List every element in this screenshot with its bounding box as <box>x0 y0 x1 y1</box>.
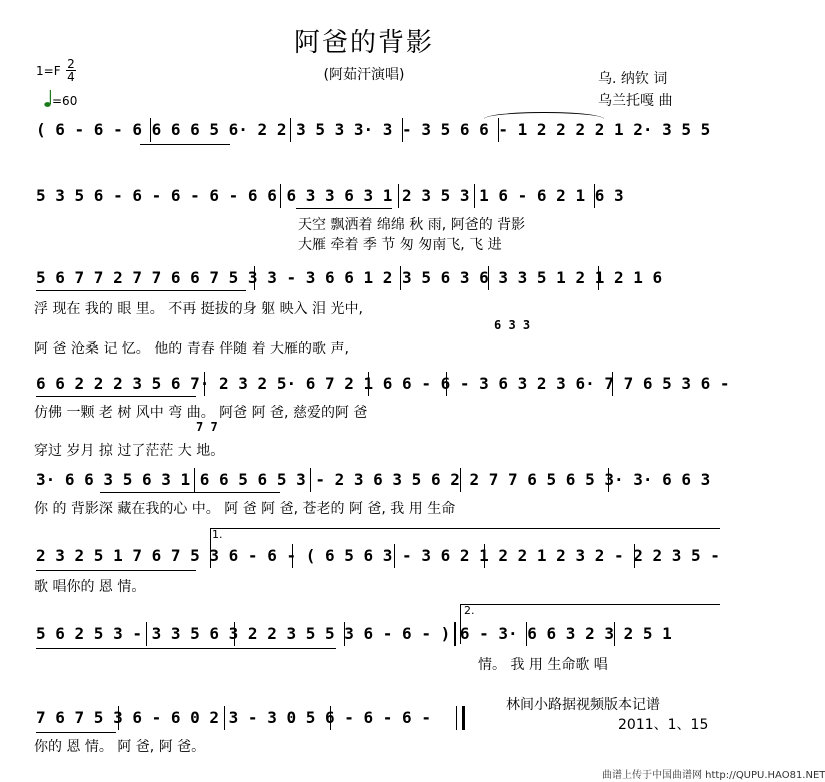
staff-7-barline <box>526 622 527 646</box>
staff-5-barline <box>194 468 195 492</box>
staff-7-barline <box>614 622 615 646</box>
staff-5-barline <box>310 468 311 492</box>
staff-6-lyrics-verse-1: 歌 唱你的 恩 情。 <box>34 579 146 595</box>
staff-1-barline <box>150 118 151 142</box>
staff-6-barline <box>292 544 293 568</box>
staff-1-beam <box>140 144 230 145</box>
staff-4-notes: 6 6 2 2 2 3 5 6 7· 2 3 2 5· 6 7 2 1 6 6 - 6 - 3 6 3 2 3 6· 7 7 6 5 3 6 - <box>36 374 730 393</box>
time-signature <box>66 58 76 83</box>
staff-6-beam <box>36 570 196 571</box>
staff-4-lyrics-verse-1: 仿佛 一颗 老 树 风中 弯 曲。 阿爸 阿 爸, 慈爱的阿 爸 <box>34 405 368 421</box>
time-signature-numerator: 2 <box>67 57 75 71</box>
staff-4-barline <box>368 372 369 396</box>
staff-6-notes: 2 3 2 5 1 7 6 7 5 3 6 - 6 - ( 6 5 6 3 - 3 6 2 1 2 2 1 2 3 2 - 2 2 3 5 - <box>36 546 720 565</box>
volta-1-bracket <box>210 528 720 529</box>
staff-8-barline <box>456 706 457 730</box>
staff-5-beam <box>100 492 280 493</box>
staff-3-barline <box>254 266 255 290</box>
staff-8-lyrics-verse-1: 你的 恩 情。 阿 爸, 阿 爸。 <box>34 739 206 755</box>
transcription-credit: 林间小路据视频版本记谱 <box>506 697 660 713</box>
staff-1-barline <box>498 118 499 142</box>
time-signature-denominator: 4 <box>67 70 75 84</box>
staff-7-beam <box>36 648 336 649</box>
staff-1-notes: ( 6 - 6 - 6 6 6 6 5 6· 2 2 3 5 3 3· 3 - 3 5 6 6 - 1 2 2 2 2 1 2· 3 5 5 <box>36 120 711 139</box>
staff-4-barline <box>446 372 447 396</box>
staff-3-lyrics-verse-2: 阿 爸 沧桑 记 忆。 他的 青春 伴随 着 大雁的歌 声, <box>34 341 349 357</box>
performer-subtitle: (阿茹汗演唱) <box>323 67 405 83</box>
staff-2-notes: 5 3 5 6 - 6 - 6 - 6 - 6 6 6 3 3 6 3 1 2 3 5 3 1 6 - 6 2 1 6 3 <box>36 186 624 205</box>
staff-8-barline <box>224 706 225 730</box>
staff-3-lyrics-verse-1: 浮 现在 我的 眼 里。 不再 挺拔的身 躯 映入 泪 光中, <box>34 301 363 317</box>
staff-8-barline <box>330 706 331 730</box>
staff-7-barline <box>234 622 235 646</box>
staff-2-beam <box>296 208 392 209</box>
staff-1-barline <box>402 118 403 142</box>
staff-2-barline <box>474 184 475 208</box>
staff-4-lyrics-verse-2: 穿过 岁月 掠 过了茫茫 大 地。 <box>34 443 225 459</box>
key-signature: 1=F <box>36 64 61 78</box>
lyricist-credit: 乌. 纳钦 词 <box>598 71 668 87</box>
staff-6-barline <box>210 528 211 568</box>
composer-credit: 乌兰托嘎 曲 <box>598 93 673 109</box>
volta-1-label: 1. <box>212 528 223 541</box>
staff-2-barline <box>398 184 399 208</box>
staff-1-slur <box>484 112 604 119</box>
staff-5-lyrics-verse-1: 你 的 背影深 藏在我的心 中。 阿 爸 阿 爸, 苍老的 阿 爸, 我 用 生命 <box>34 501 456 517</box>
staff-7-lyrics-verse-1: 情。 我 用 生命歌 唱 <box>478 657 608 673</box>
staff-5-barline <box>460 468 461 492</box>
staff-8-barline <box>118 706 119 730</box>
staff-7-barline <box>146 622 147 646</box>
staff-3-barline <box>400 266 401 290</box>
staff-7-barline <box>460 604 461 644</box>
staff-2-lyrics-verse-1: 天空 飘洒着 绵绵 秋 雨, 阿爸的 背影 <box>298 217 526 233</box>
staff-8-notes: 7 6 7 5 3 6 - 6 0 2 3 - 3 0 5 6 - 6 - 6 - <box>36 708 431 727</box>
staff-7-barline <box>344 622 345 646</box>
volta-2-bracket <box>460 604 720 605</box>
staff-6-barline <box>484 544 485 568</box>
staff-7-repeat-barline <box>454 622 456 646</box>
staff-8-beam <box>36 732 116 733</box>
tempo-marking: =60 <box>52 94 78 108</box>
staff-3-beam <box>36 290 246 291</box>
transcription-date: 2011、1、15 <box>618 717 709 733</box>
staff-5-notes: 3· 6 6 3 5 6 3 1 6 6 5 6 5 3 - 2 3 6 3 5 6 2 2 7 7 6 5 6 5 3· 3· 6 6 3 <box>36 470 711 489</box>
volta-2-label: 2. <box>464 604 475 617</box>
staff-4-upper-marks: 7 7 <box>196 420 218 434</box>
staff-2-barline <box>280 184 281 208</box>
site-watermark: 曲谱上传于中国曲谱网 http://QUPU.HAO81.NET <box>602 770 825 781</box>
staff-4-beam <box>36 396 196 397</box>
staff-3-barline <box>598 266 599 290</box>
staff-3-notes: 5 6 7 7 2 7 7 6 6 7 5 3 3 - 3 6 6 1 2 3 5 6 3 6 3 3 5 1 2 1 2 1 6 <box>36 268 663 287</box>
staff-6-barline <box>394 544 395 568</box>
staff-8-final-barline <box>462 706 465 730</box>
quarter-note-icon <box>44 90 52 108</box>
staff-6-barline <box>634 544 635 568</box>
staff-2-barline <box>594 184 595 208</box>
staff-3-upper-marks: 6 3 3 <box>494 318 531 332</box>
staff-4-barline <box>612 372 613 396</box>
staff-1-barline <box>290 118 291 142</box>
staff-4-barline <box>204 372 205 396</box>
staff-3-barline <box>488 266 489 290</box>
staff-5-barline <box>608 468 609 492</box>
staff-2-lyrics-verse-2: 大雁 牵着 季 节 匆 匆南飞, 飞 进 <box>298 237 502 253</box>
song-title: 阿爸的背影 <box>293 28 434 58</box>
staff-7-notes: 5 6 2 5 3 - 3 3 5 6 3 2 2 3 5 5 3 6 - 6 - ) 6 - 3· 6 6 3 2 3 2 5 1 <box>36 624 672 643</box>
